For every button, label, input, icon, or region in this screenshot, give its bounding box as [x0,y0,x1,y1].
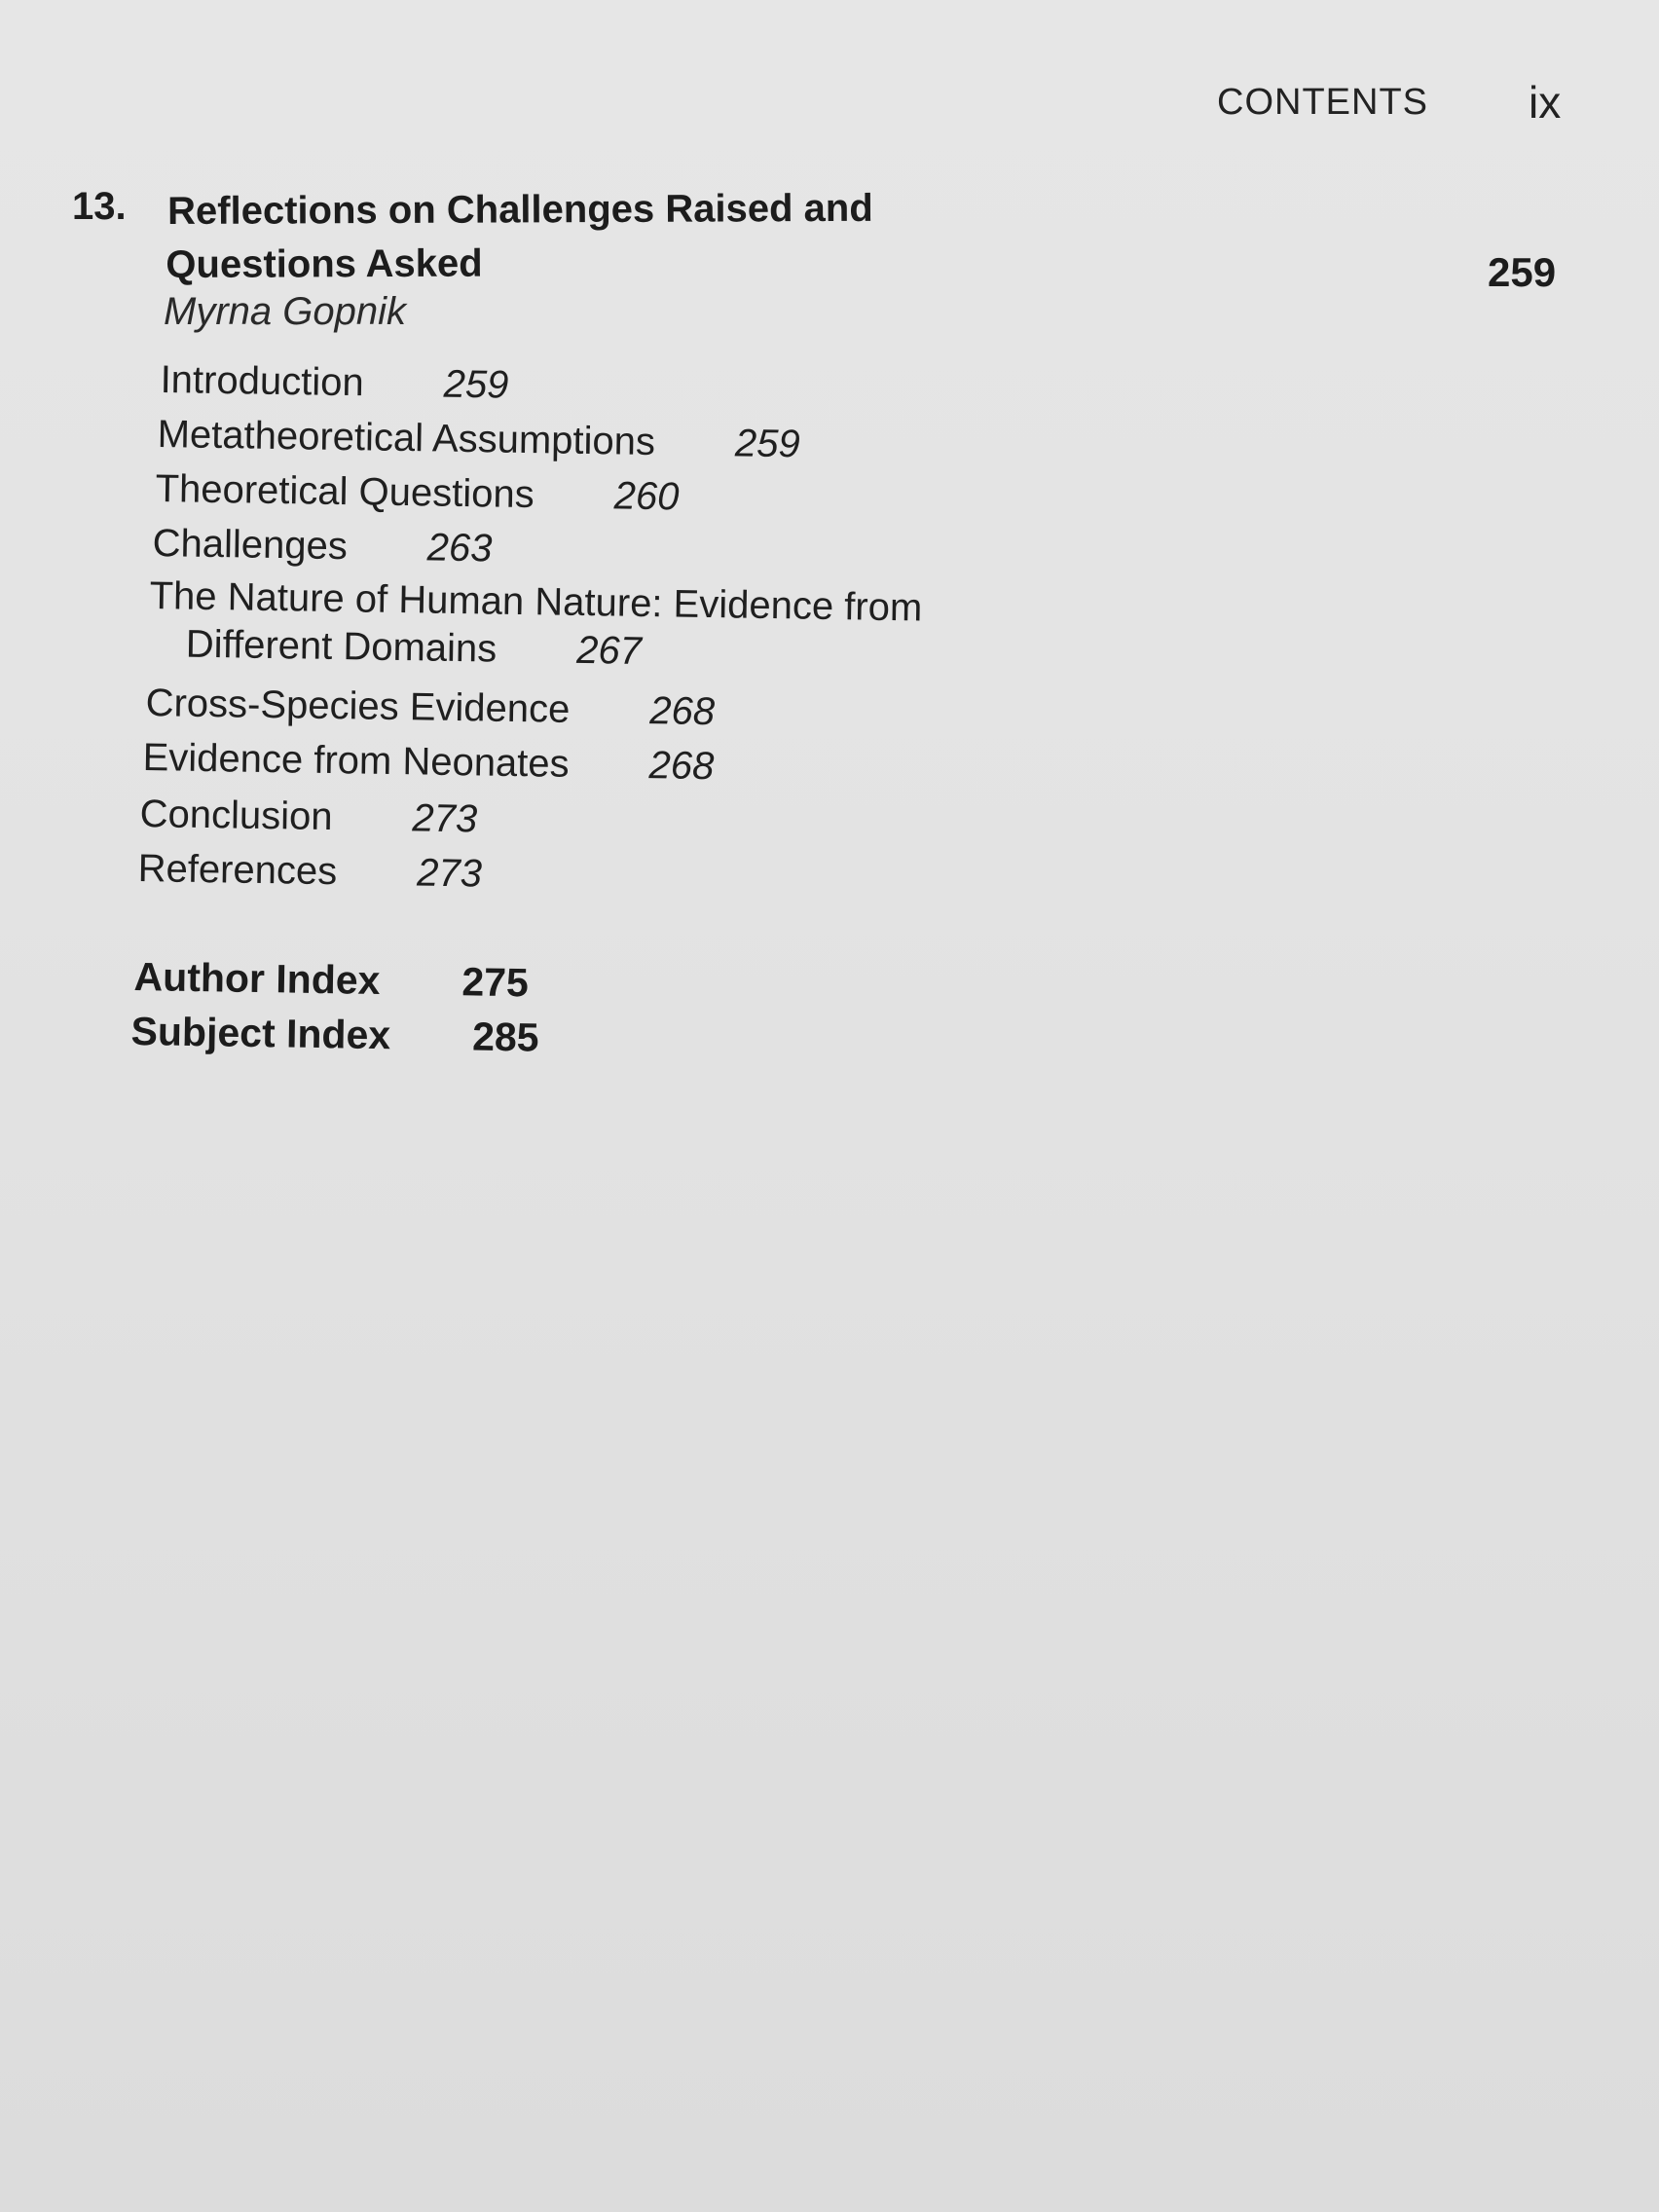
toc-entry-page: 273 [412,796,478,841]
toc-entry-title: Evidence from Neonates [142,736,570,786]
toc-entry-page: 275 [461,959,530,1006]
chapter-title-line-2: Questions Asked [166,241,483,287]
toc-entry-theoretical-questions [155,467,679,519]
page-number: ix [1529,77,1562,128]
toc-entry-title: Conclusion [139,793,333,839]
toc-entry-page: 259 [734,422,801,466]
chapter-title [167,181,1005,292]
toc-entry-cross-species-evidence [145,682,715,734]
toc-entry-title: Metatheoretical Assumptions [157,413,656,464]
toc-entry-title: Challenges [152,522,349,569]
chapter-page-number: 259 [1488,249,1557,295]
toc-entry-title: Theoretical Questions [155,467,535,517]
toc-entry-title: Author Index [133,954,381,1003]
chapter-title-line-1: Reflections on Challenges Raised and [167,186,873,233]
toc-entry-page: 285 [471,1014,539,1060]
toc-entry-evidence-from-neonates [142,736,714,789]
toc-entry-metatheoretical-assumptions [157,413,800,466]
toc-entry-page: 259 [443,362,509,407]
toc-entry-title-continued [186,623,922,679]
chapter-number: 13. [72,185,127,228]
toc-entry-conclusion [139,793,477,841]
toc-entry-title: Cross-Species Evidence [145,682,571,731]
toc-entry-title: Subject Index [130,1009,391,1058]
toc-entry-nature-of-human-nature [149,574,923,678]
toc-entry-introduction [160,358,508,408]
toc-entry-references [137,847,482,897]
chapter-author: Myrna Gopnik [164,290,406,333]
toc-entry-page: 267 [575,628,643,673]
toc-entry-author-index [133,954,529,1006]
toc-entry-title: The Nature of Human Nature: Evidence from [149,574,923,630]
toc-entry-title: Introduction [160,358,365,405]
toc-entry-page: 260 [613,474,680,519]
toc-entry-page: 273 [416,851,483,896]
section-list [0,358,1071,942]
toc-entry-page: 268 [648,689,716,734]
toc-entry-subject-index [130,1009,539,1061]
toc-entry-title-cont-text: Different Domains [185,622,498,671]
toc-entry-title: References [137,847,338,894]
toc-entry-page: 268 [648,744,715,789]
running-head: CONTENTS [1217,82,1428,123]
toc-entry-page: 263 [426,526,493,571]
toc-entry-challenges [152,522,493,571]
